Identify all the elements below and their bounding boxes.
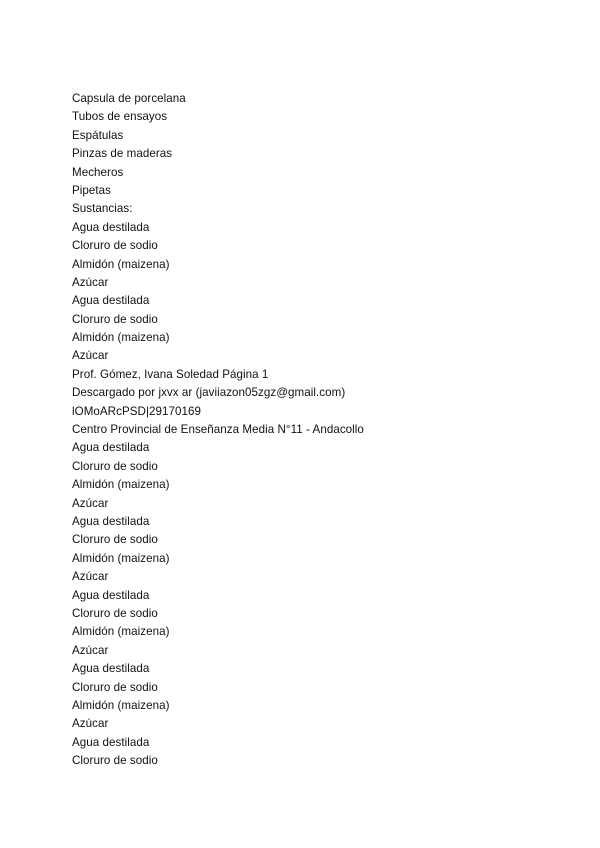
text-line: Cloruro de sodio [72,312,158,326]
text-line: Cloruro de sodio [72,680,158,694]
text-line: Cloruro de sodio [72,459,158,473]
text-line: Agua destilada [72,735,150,749]
text-line: Azúcar [72,496,109,510]
text-line: Almidón (maizena) [72,698,170,712]
document-id: lOMoARcPSD|29170169 [72,404,201,418]
text-line: Espátulas [72,128,124,142]
text-line: Agua destilada [72,441,150,455]
text-line: Cloruro de sodio [72,239,158,253]
text-line: Azúcar [72,717,109,731]
text-line: Cloruro de sodio [72,754,158,768]
text-line: Capsula de porcelana [72,92,186,105]
text-line: Pinzas de maderas [72,147,173,161]
text-line: Almidón (maizena) [72,331,170,345]
text-line: Pipetas [72,183,112,197]
text-line: Tubos de ensayos [72,110,168,124]
text-line: Azúcar [72,570,109,584]
text-line: Agua destilada [72,662,150,676]
text-line: Almidón (maizena) [72,257,170,271]
section-label: Sustancias: [72,202,133,216]
text-line: Agua destilada [72,588,150,602]
text-line: Azúcar [72,275,109,289]
text-line: Cloruro de sodio [72,606,158,620]
text-line: Agua destilada [72,514,150,528]
text-line: Azúcar [72,643,109,657]
page-footer-author: Prof. Gómez, Ivana Soledad Página 1 [72,367,269,381]
text-line: Agua destilada [72,294,150,308]
page-header-school: Centro Provincial de Enseñanza Media N°11 - Andacollo [72,423,364,437]
text-line: Cloruro de sodio [72,533,158,547]
document-text-lines [72,90,364,770]
text-line: Almidón (maizena) [72,551,170,565]
text-line: Mecheros [72,165,124,179]
text-line: Azúcar [72,349,109,363]
download-notice: Descargado por jxvx ar (javiiazon05zgz@gmail.com) [72,386,346,400]
text-line: Almidón (maizena) [72,478,170,492]
text-line: Almidón (maizena) [72,625,170,639]
text-line: Agua destilada [72,220,150,234]
